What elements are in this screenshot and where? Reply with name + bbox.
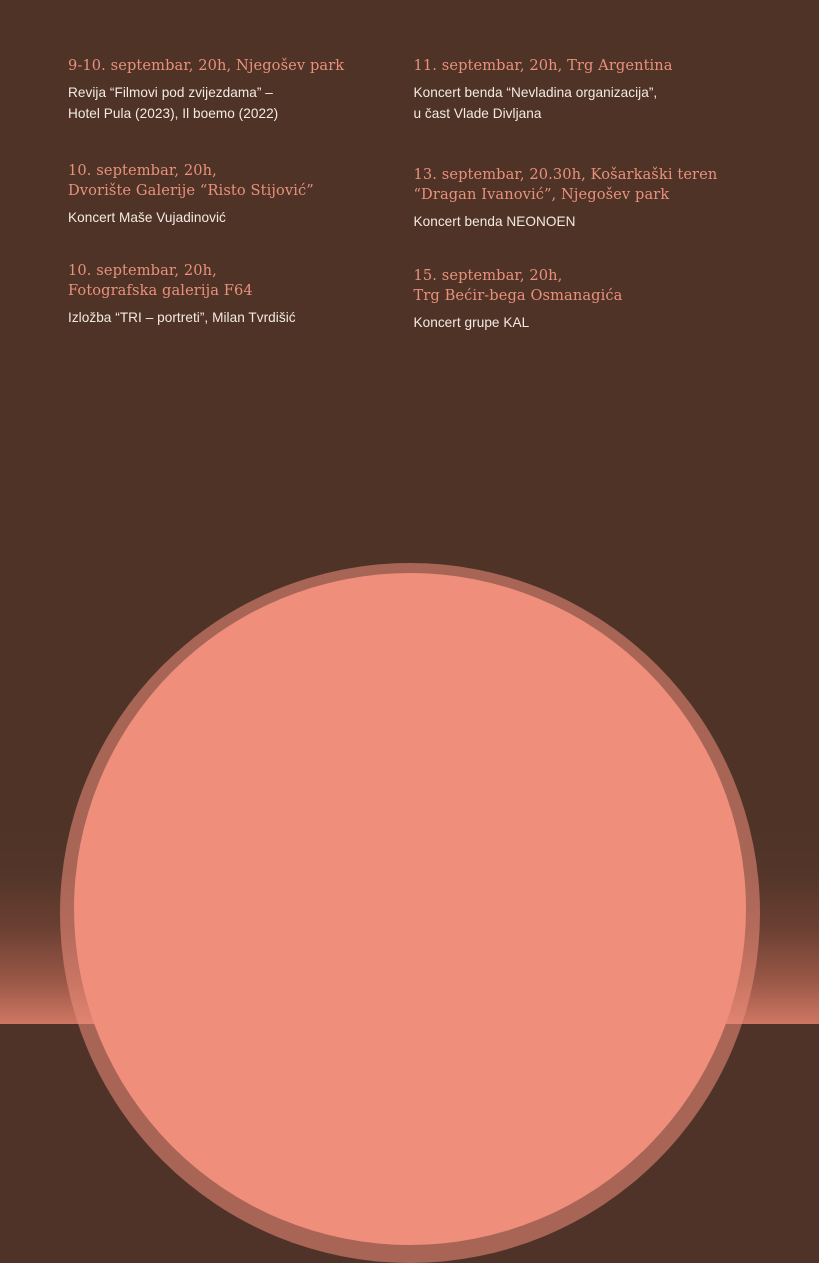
event-item xyxy=(414,266,760,334)
event-heading-line: 10. septembar, 20h, xyxy=(68,161,217,179)
event-description xyxy=(68,82,414,125)
event-item xyxy=(414,56,760,125)
program-columns xyxy=(68,56,759,333)
event-heading xyxy=(68,261,414,302)
event-heading-line: Trg Bećir-bega Osmanagića xyxy=(413,287,623,305)
event-item xyxy=(68,161,414,229)
program-column-right xyxy=(414,56,760,333)
event-heading-line: Dvorište Galerije “Risto Stijović” xyxy=(68,182,314,200)
event-description-line: Izložba “TRI – portreti”, Milan Tvrdišić xyxy=(68,310,296,325)
event-description-line: Koncert benda NEONOEN xyxy=(413,214,576,230)
event-heading xyxy=(414,266,760,307)
event-description xyxy=(68,307,414,328)
program-content xyxy=(0,0,819,333)
event-description-line: Koncert grupe KAL xyxy=(413,315,530,330)
event-heading-line: 13. septembar, 20.30h, Košarkaški teren xyxy=(413,165,718,183)
event-heading-line: 10. septembar, 20h, xyxy=(68,261,217,279)
event-description-line: Koncert benda “Nevladina organizacija”, xyxy=(413,84,658,100)
event-description xyxy=(414,82,760,125)
event-description-line: Hotel Pula (2023), Il boemo (2022) xyxy=(68,106,279,122)
event-description xyxy=(68,207,414,228)
event-heading xyxy=(68,161,414,202)
event-heading-line: 9-10. septembar, 20h, Njegošev park xyxy=(68,57,345,74)
event-heading xyxy=(414,56,760,77)
event-heading-line: 11. septembar, 20h, Trg Argentina xyxy=(413,57,673,74)
sun-shape xyxy=(74,573,746,1245)
event-description-line: u čast Vlade Divljana xyxy=(413,106,542,122)
event-description xyxy=(414,312,760,333)
event-heading-line: “Dragan Ivanović”, Njegošev park xyxy=(413,186,670,204)
event-description-line: Revija “Filmovi pod zvijezdama” – xyxy=(68,84,273,100)
event-item xyxy=(68,56,414,125)
event-heading xyxy=(414,165,760,206)
event-heading-line: 15. septembar, 20h, xyxy=(413,266,563,284)
event-heading xyxy=(68,56,414,77)
event-item xyxy=(68,261,414,329)
event-heading-line: Fotografska galerija F64 xyxy=(68,282,253,300)
program-column-left xyxy=(68,56,414,333)
event-item xyxy=(414,165,760,233)
event-description-line: Koncert Maše Vujadinović xyxy=(68,210,226,226)
event-description xyxy=(414,211,760,232)
